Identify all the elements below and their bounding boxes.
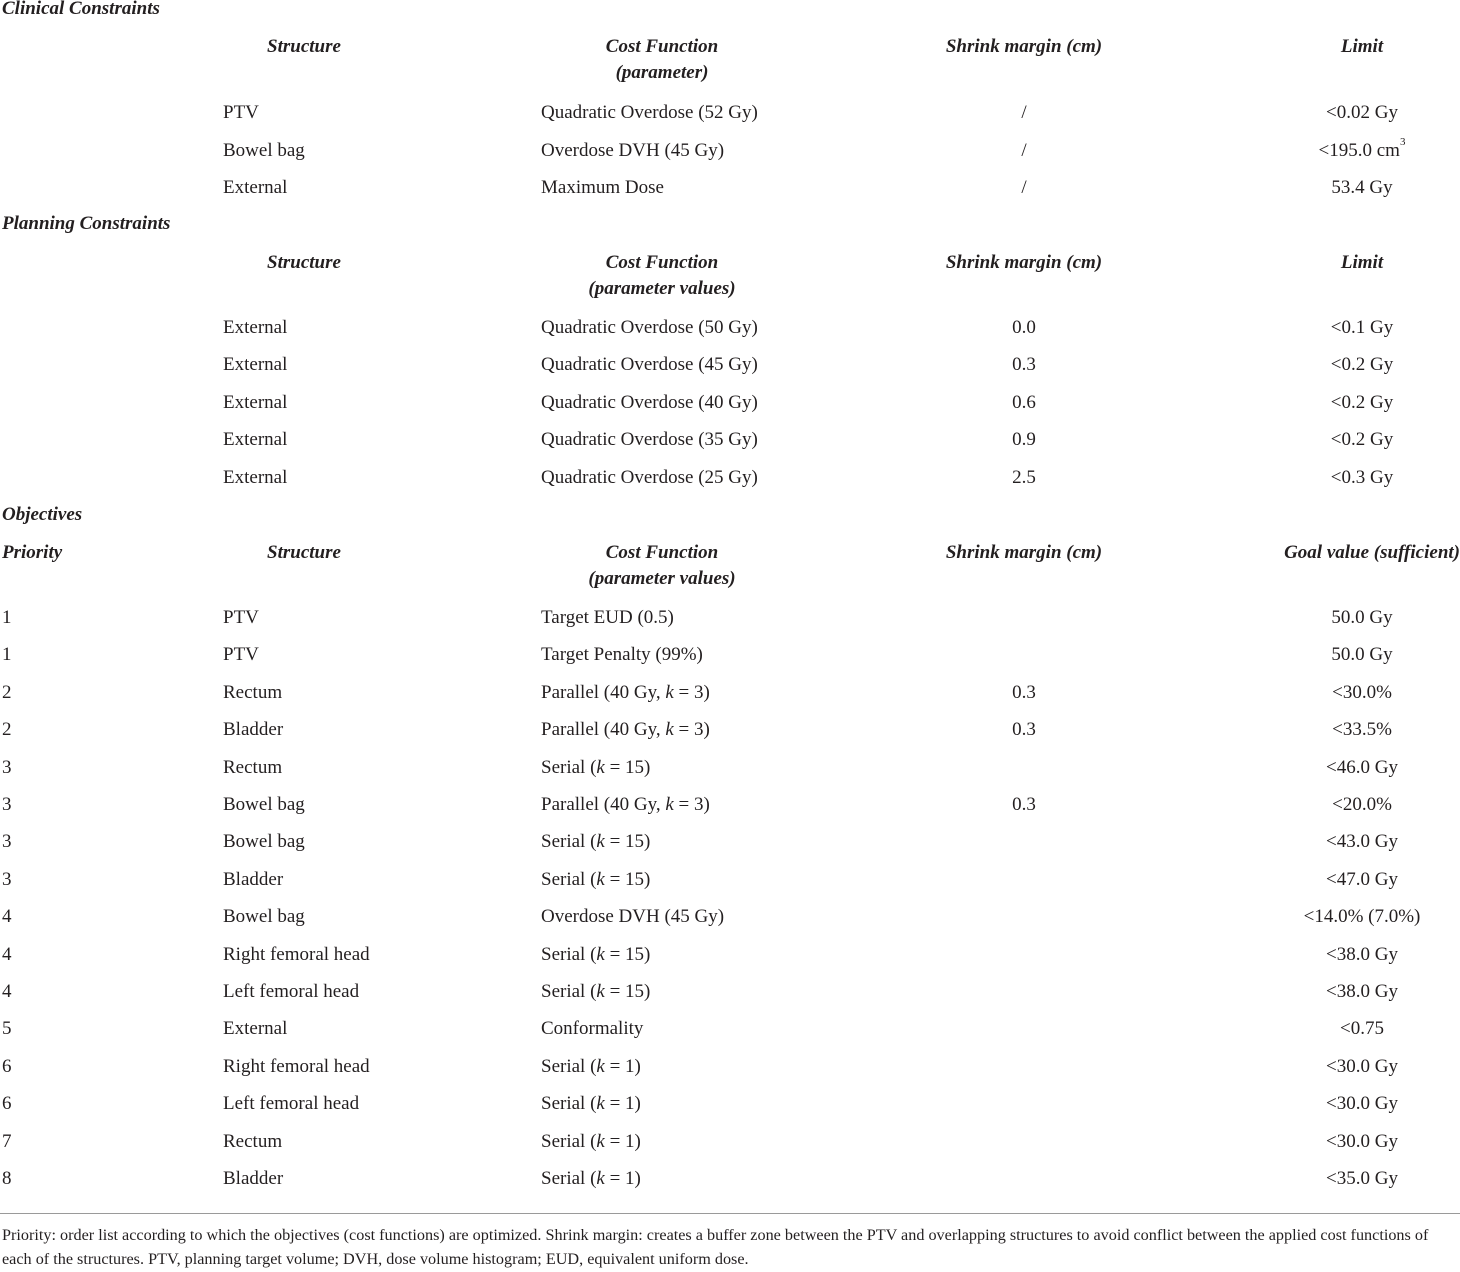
structure-cell: External [223, 177, 288, 198]
cost-function-cell: Quadratic Overdose (52 Gy) [541, 102, 758, 123]
priority-cell: 5 [2, 1018, 12, 1040]
cost-function-cell: Quadratic Overdose (50 Gy) [541, 317, 758, 338]
goal-value-cell: <33.5% [1332, 719, 1392, 741]
cost-function-text: Conformality [541, 1018, 644, 1040]
structure-cell: Bladder [223, 1168, 284, 1189]
cost-function-text: Serial ( [541, 1093, 597, 1115]
cost-function-cell [541, 755, 650, 781]
shrink-margin-cell: / [1021, 177, 1027, 198]
table-row [0, 829, 1460, 866]
table-row [0, 138, 1460, 175]
cost-function-cell [541, 904, 724, 930]
section-title-clinical: Clinical Constraints [2, 0, 160, 19]
cost-function-text: = 15) [604, 981, 651, 1002]
limit-value: <195.0 cm [1318, 139, 1400, 161]
cost-function-text: = 15) [604, 868, 651, 890]
table-bottom-rule [0, 1213, 1460, 1214]
structure-cell: Bladder [223, 868, 284, 890]
structure-cell: Bowel bag [223, 831, 305, 853]
table-row [0, 1016, 1460, 1053]
shrink-margin-cell: 0.3 [1012, 719, 1036, 741]
cost-function-cell [541, 605, 674, 631]
cost-function-text: = 1) [604, 1055, 641, 1077]
header-cost-function: Cost Function (parameter) [605, 36, 719, 83]
limit-cell: <0.1 Gy [1330, 317, 1394, 338]
structure-cell: Rectum [223, 1130, 283, 1152]
cost-function-cell [541, 792, 710, 818]
structure-cell: Bladder [223, 719, 284, 741]
limit-cell [1326, 100, 1398, 126]
priority-cell: 6 [2, 1055, 12, 1077]
cost-function-text: = 3) [673, 681, 710, 703]
table-row [0, 1091, 1460, 1128]
cost-function-text: = 15) [604, 831, 651, 853]
cost-function-text: Target Penalty (99%) [541, 644, 703, 666]
limit-cell: <0.2 Gy [1330, 429, 1394, 451]
cost-function-text: Parallel (40 Gy, [541, 794, 666, 815]
shrink-margin-cell: 0.0 [1012, 317, 1036, 338]
structure-cell: External [223, 391, 288, 413]
table-row [0, 942, 1460, 979]
cost-function-text: = 1) [604, 1130, 641, 1152]
table-row [0, 904, 1460, 941]
cost-function-text: Overdose DVH (45 Gy) [541, 906, 725, 928]
priority-cell: 1 [2, 644, 12, 666]
cost-function-cell [541, 1054, 641, 1080]
structure-cell: External [223, 317, 288, 338]
shrink-margin-cell: 0.3 [1012, 681, 1036, 703]
goal-value-cell: <38.0 Gy [1326, 981, 1398, 1002]
table-row [0, 867, 1460, 904]
cost-function-text: Serial ( [541, 1055, 597, 1077]
cost-function-text: = 3) [673, 719, 710, 741]
table-row [0, 465, 1460, 502]
priority-cell: 6 [2, 1093, 12, 1115]
limit-cell: <0.2 Gy [1330, 354, 1394, 376]
structure-cell: Bowel bag [223, 906, 305, 928]
cost-function-text: Parallel (40 Gy, [541, 681, 666, 703]
parameter-k: k [665, 681, 674, 703]
goal-value-cell: 50.0 Gy [1331, 607, 1393, 628]
parameter-k: k [596, 831, 605, 853]
priority-cell: 3 [2, 831, 12, 853]
structure-cell: PTV [223, 644, 259, 666]
structure-cell: Left femoral head [223, 981, 360, 1002]
priority-cell: 7 [2, 1130, 12, 1152]
parameter-k: k [596, 756, 605, 778]
cost-function-cell: Maximum Dose [541, 177, 664, 198]
cost-function-text: = 15) [604, 943, 651, 965]
header-cost-function: Cost Function (parameter values) [588, 252, 736, 299]
header-shrink-margin: Shrink margin (cm) [945, 252, 1103, 273]
goal-value-cell: <0.75 [1340, 1018, 1384, 1040]
goal-value-cell: <35.0 Gy [1326, 1168, 1398, 1189]
cost-function-cell [541, 1016, 643, 1042]
cost-function-text: Serial ( [541, 943, 597, 965]
structure-cell: External [223, 1018, 288, 1040]
table-row [0, 792, 1460, 829]
header-priority: Priority [2, 542, 63, 563]
parameter-k: k [665, 794, 674, 815]
cost-function-text: Serial ( [541, 1130, 597, 1152]
goal-value-cell: <43.0 Gy [1326, 831, 1398, 853]
priority-cell: 4 [2, 906, 12, 928]
shrink-margin-cell: 0.3 [1012, 354, 1036, 376]
header-shrink-margin: Shrink margin (cm) [945, 542, 1103, 563]
structure-cell: Right femoral head [223, 1055, 370, 1077]
cost-function-cell: Quadratic Overdose (25 Gy) [541, 466, 758, 488]
cost-function-cell [541, 642, 703, 668]
structure-cell: External [223, 466, 288, 488]
header-row-clinical [0, 34, 1460, 94]
table-row [0, 390, 1460, 427]
cost-function-text: Serial ( [541, 831, 597, 853]
cost-function-cell [541, 1166, 641, 1192]
header-limit: Limit [1340, 252, 1384, 273]
table-row [0, 1166, 1460, 1203]
header-row-objectives [0, 540, 1460, 600]
goal-value-cell: 50.0 Gy [1331, 644, 1393, 666]
shrink-margin-cell: 0.6 [1012, 391, 1036, 413]
goal-value-cell: <14.0% (7.0%) [1303, 906, 1421, 928]
parameter-k: k [596, 1055, 605, 1077]
priority-cell: 4 [2, 981, 12, 1002]
structure-cell: Rectum [223, 756, 283, 778]
cost-function-text: Serial ( [541, 1168, 597, 1189]
structure-cell: Right femoral head [223, 943, 370, 965]
limit-value: <0.02 Gy [1326, 102, 1398, 123]
structure-cell: PTV [223, 607, 259, 628]
header-structure: Structure [267, 542, 341, 563]
priority-cell: 1 [2, 607, 12, 628]
structure-cell: PTV [223, 102, 259, 123]
header-cost-function: Cost Function (parameter values) [588, 542, 736, 589]
cost-function-text: Target EUD (0.5) [541, 607, 674, 628]
priority-cell: 3 [2, 868, 12, 890]
shrink-margin-cell: / [1021, 102, 1027, 123]
cost-function-text: Serial ( [541, 756, 597, 778]
goal-value-cell: <30.0 Gy [1326, 1093, 1398, 1115]
table-row [0, 642, 1460, 679]
table-footnote: Priority: order list according to which the objectives (cost functions) are optimized. Shrink margin: creates a buffer zone between the PTV and overlapping structures to avoid conflict between the applied cost functions of each of the structures. PTV, planning target volume; DVH, dose volume histogram; EUD, equivalent uniform dose. [2, 1226, 1429, 1268]
table-row [0, 175, 1460, 212]
table-row [0, 680, 1460, 717]
cost-function-cell: Quadratic Overdose (40 Gy) [541, 391, 758, 413]
cost-function-text: = 1) [604, 1168, 641, 1189]
cost-function-cell [541, 1129, 641, 1155]
limit-cell [1319, 138, 1406, 164]
table-row [0, 315, 1460, 352]
header-goal-value: Goal value (sufficient) [1284, 542, 1460, 563]
structure-cell: External [223, 429, 288, 451]
goal-value-cell: <46.0 Gy [1326, 756, 1398, 778]
cost-function-cell: Quadratic Overdose (35 Gy) [541, 429, 758, 451]
priority-cell: 2 [2, 719, 12, 741]
table-row [0, 979, 1460, 1016]
cost-function-cell [541, 867, 650, 893]
structure-cell: Bowel bag [223, 794, 305, 815]
shrink-margin-cell: 0.3 [1012, 794, 1036, 815]
priority-cell: 3 [2, 794, 12, 815]
limit-value: 53.4 Gy [1331, 177, 1393, 198]
header-shrink-margin: Shrink margin (cm) [945, 36, 1103, 57]
parameter-k: k [596, 1130, 605, 1152]
goal-value-cell: <47.0 Gy [1326, 868, 1398, 890]
limit-cell: <0.2 Gy [1330, 391, 1394, 413]
structure-cell: Left femoral head [223, 1093, 360, 1115]
cost-function-text: = 1) [604, 1093, 641, 1115]
shrink-margin-cell: / [1021, 139, 1027, 161]
table-row [0, 1054, 1460, 1091]
header-row-planning [0, 250, 1460, 310]
cost-function-cell [541, 717, 710, 743]
cost-function-text: Parallel (40 Gy, [541, 719, 666, 741]
limit-superscript: 3 [1399, 136, 1406, 149]
goal-value-cell: <30.0% [1332, 681, 1392, 703]
cost-function-cell: Overdose DVH (45 Gy) [541, 139, 725, 161]
cost-function-cell [541, 829, 650, 855]
table-row [0, 427, 1460, 464]
goal-value-cell: <30.0 Gy [1326, 1055, 1398, 1077]
table-row [0, 100, 1460, 137]
table-row [0, 755, 1460, 792]
limit-cell [1331, 175, 1392, 201]
structure-cell: Rectum [223, 681, 283, 703]
table-row [0, 352, 1460, 389]
cost-function-cell: Quadratic Overdose (45 Gy) [541, 354, 758, 376]
table-row [0, 605, 1460, 642]
parameter-k: k [596, 981, 605, 1002]
structure-cell: Bowel bag [223, 139, 305, 161]
priority-cell: 8 [2, 1168, 12, 1189]
cost-function-text: = 15) [604, 756, 651, 778]
header-structure: Structure [267, 252, 341, 273]
parameter-k: k [665, 719, 674, 741]
parameter-k: k [596, 1093, 605, 1115]
parameter-k: k [596, 943, 605, 965]
cost-function-cell [541, 1091, 641, 1117]
section-title-planning: Planning Constraints [2, 213, 171, 234]
shrink-margin-cell: 2.5 [1012, 466, 1036, 488]
parameter-k: k [596, 868, 605, 890]
table-row [0, 1129, 1460, 1166]
goal-value-cell: <38.0 Gy [1326, 943, 1398, 965]
limit-cell: <0.3 Gy [1330, 466, 1394, 488]
shrink-margin-cell: 0.9 [1012, 429, 1036, 451]
priority-cell: 4 [2, 943, 12, 965]
priority-cell: 3 [2, 756, 12, 778]
cost-function-text: Serial ( [541, 981, 597, 1002]
cost-function-cell [541, 979, 650, 1005]
goal-value-cell: <20.0% [1332, 794, 1392, 815]
priority-cell: 2 [2, 681, 12, 703]
structure-cell: External [223, 354, 288, 376]
cost-function-cell [541, 942, 650, 968]
header-limit: Limit [1340, 36, 1384, 57]
header-structure: Structure [267, 36, 341, 57]
cost-function-cell [541, 680, 710, 706]
cost-function-text: = 3) [673, 794, 710, 815]
table-row [0, 717, 1460, 754]
cost-function-text: Serial ( [541, 868, 597, 890]
parameter-k: k [596, 1168, 605, 1189]
section-title-objectives: Objectives [2, 504, 83, 525]
goal-value-cell: <30.0 Gy [1326, 1130, 1398, 1152]
